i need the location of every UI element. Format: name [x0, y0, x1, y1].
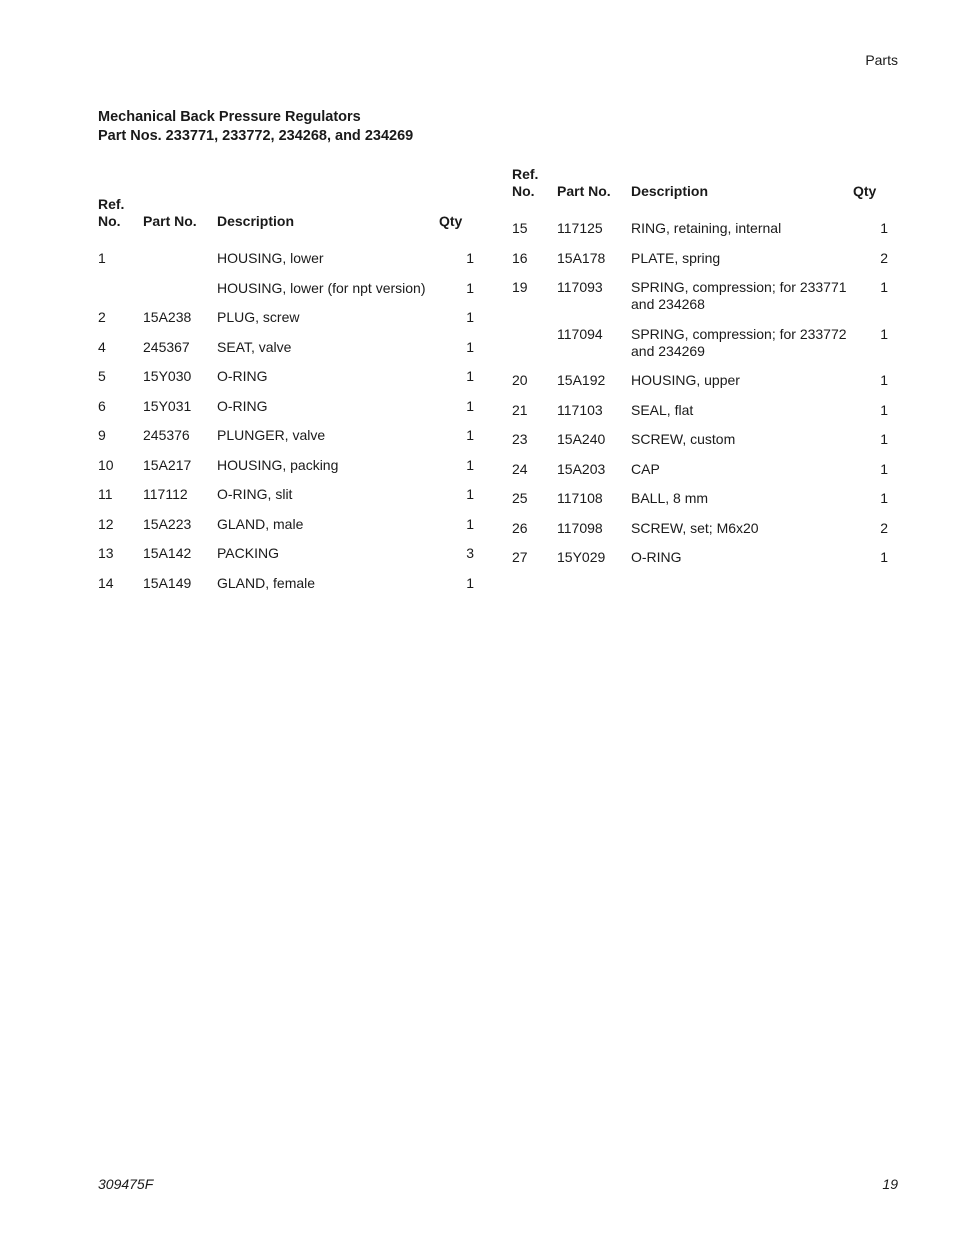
title-line-1: Mechanical Back Pressure Regulators	[98, 109, 361, 125]
description-cell: PACKING	[217, 545, 279, 561]
ref-no-header-text: Ref. No.	[98, 196, 125, 229]
qty-header: Qty	[439, 213, 463, 229]
description-cell: O-RING	[631, 549, 682, 565]
ref-no-cell: 24	[512, 460, 528, 477]
qty-cell: 1	[880, 401, 888, 418]
qty-cell: 1	[466, 456, 474, 473]
page-title	[98, 108, 413, 146]
table-row	[512, 273, 888, 320]
description-cell: PLUNGER, valve	[217, 427, 326, 443]
ref-no-cell: 11	[98, 486, 113, 502]
ref-no-cell: 12	[98, 515, 114, 532]
ref-no-cell	[98, 274, 143, 304]
ref-no-cell: 20	[512, 372, 528, 388]
qty-cell: 2	[880, 249, 888, 266]
qty-cell: 1	[466, 397, 474, 414]
description-cell: SCREW, custom	[631, 431, 736, 447]
table-row	[98, 510, 474, 540]
ref-no-cell: 2	[98, 309, 106, 325]
description-cell: GLAND, female	[217, 574, 316, 591]
table-row	[512, 543, 888, 573]
qty-cell: 1	[880, 279, 888, 295]
table-header-row	[98, 196, 474, 244]
qty-cell: 2	[880, 519, 888, 536]
part-no-cell: 15A149	[143, 574, 192, 591]
description-cell: SCREW, set; M6x20	[631, 519, 759, 536]
ref-no-cell: 19	[512, 279, 528, 295]
part-no-cell: 15A223	[143, 515, 192, 532]
description-header: Description	[217, 213, 295, 229]
table-row	[98, 392, 474, 422]
table-row	[98, 451, 474, 481]
page-number: 19	[882, 1176, 898, 1192]
qty-cell: 1	[466, 486, 474, 502]
part-no-cell: 117108	[557, 490, 603, 506]
part-no-cell: 117103	[557, 401, 603, 418]
qty-cell: 1	[880, 220, 888, 236]
description-cell: CAP	[631, 460, 660, 477]
parts-table-left-body	[98, 244, 474, 598]
ref-no-cell: 9	[98, 427, 106, 443]
table-row	[98, 539, 474, 569]
ref-no-cell: 25	[512, 490, 528, 506]
ref-no-cell: 26	[512, 519, 528, 536]
description-cell: SPRING, compression; for 233771 and 234268	[631, 279, 847, 312]
description-cell: HOUSING, packing	[217, 456, 339, 473]
description-cell: HOUSING, lower	[217, 250, 324, 266]
qty-header: Qty	[853, 183, 877, 199]
table-row	[98, 303, 474, 333]
section-label: Parts	[865, 52, 898, 68]
qty-cell: 1	[880, 460, 888, 477]
table-row	[512, 425, 888, 455]
part-no-cell: 245376	[143, 427, 190, 443]
part-no-header: Part No.	[143, 213, 197, 229]
part-no-cell: 117125	[557, 220, 603, 236]
ref-no-cell: 23	[512, 431, 528, 447]
description-cell: HOUSING, upper	[631, 372, 740, 388]
description-cell: O-RING, slit	[217, 486, 293, 502]
ref-no-cell: 6	[98, 397, 106, 414]
part-no-cell: 15A142	[143, 545, 192, 561]
ref-no-cell: 15	[512, 220, 528, 236]
ref-no-header	[98, 196, 143, 244]
table-row	[512, 514, 888, 544]
table-row	[98, 362, 474, 392]
table-row	[98, 480, 474, 510]
parts-table-left	[98, 196, 474, 598]
table-row	[512, 455, 888, 485]
table-row	[512, 366, 888, 396]
ref-no-header	[512, 166, 557, 214]
part-no-header: Part No.	[557, 183, 611, 199]
part-no-cell: 117112	[143, 486, 188, 502]
qty-cell: 1	[466, 279, 474, 296]
qty-cell: 1	[880, 431, 888, 447]
ref-no-cell	[512, 320, 557, 367]
description-cell: O-RING	[217, 368, 268, 384]
description-cell: SEAT, valve	[217, 338, 292, 355]
part-no-cell: 117094	[557, 325, 603, 342]
description-cell: GLAND, male	[217, 515, 304, 532]
qty-cell: 1	[466, 574, 474, 591]
ref-no-cell: 10	[98, 456, 114, 473]
description-cell: O-RING	[217, 397, 268, 414]
table-header-row	[512, 166, 888, 214]
ref-no-cell: 14	[98, 574, 114, 591]
qty-cell: 1	[466, 427, 474, 443]
part-no-cell: 15A178	[557, 249, 606, 266]
description-cell: PLATE, spring	[631, 249, 721, 266]
qty-cell: 1	[880, 549, 888, 565]
part-no-cell	[143, 244, 217, 274]
qty-cell: 1	[466, 309, 474, 325]
qty-cell: 1	[466, 368, 474, 384]
qty-cell: 3	[466, 545, 474, 561]
table-row	[512, 214, 888, 244]
parts-table-right	[512, 166, 888, 573]
ref-no-cell: 16	[512, 249, 528, 266]
description-cell: BALL, 8 mm	[631, 490, 709, 506]
description-cell: SPRING, compression; for 233772 and 234269	[631, 325, 847, 359]
part-no-cell: 15Y030	[143, 368, 192, 384]
table-row	[98, 244, 474, 274]
part-no-cell: 15A192	[557, 372, 606, 388]
part-no-cell: 117093	[557, 279, 603, 295]
qty-cell: 1	[466, 338, 474, 355]
title-line-2: Part Nos. 233771, 233772, 234268, and 234269	[98, 128, 414, 144]
ref-no-cell: 5	[98, 368, 106, 384]
part-no-cell: 15Y029	[557, 549, 606, 565]
part-no-cell: 245367	[143, 338, 190, 355]
description-header: Description	[631, 183, 709, 199]
part-no-cell: 15A240	[557, 431, 606, 447]
qty-cell: 1	[880, 372, 888, 388]
table-row	[98, 333, 474, 363]
description-cell: HOUSING, lower (for npt version)	[217, 279, 426, 296]
qty-cell: 1	[466, 515, 474, 532]
table-row	[512, 484, 888, 514]
table-row	[98, 569, 474, 599]
ref-no-cell: 1	[98, 250, 106, 266]
part-no-cell: 15A203	[557, 460, 606, 477]
qty-cell: 1	[880, 490, 888, 506]
part-no-cell: 15A217	[143, 456, 192, 473]
ref-no-cell: 13	[98, 545, 114, 561]
part-no-cell: 15A238	[143, 309, 192, 325]
part-no-cell	[143, 274, 217, 304]
table-row	[512, 244, 888, 274]
part-no-cell: 15Y031	[143, 397, 192, 414]
qty-cell: 1	[466, 250, 474, 266]
parts-table-right-body	[512, 214, 888, 573]
table-row	[512, 396, 888, 426]
table-row	[98, 421, 474, 451]
table-row	[512, 320, 888, 367]
table-row	[98, 274, 474, 304]
qty-cell: 1	[880, 325, 888, 342]
ref-no-header-text: Ref. No.	[512, 166, 539, 199]
ref-no-cell: 4	[98, 338, 106, 355]
description-cell: SEAL, flat	[631, 401, 694, 418]
document-number: 309475F	[98, 1176, 154, 1192]
ref-no-cell: 21	[512, 401, 528, 418]
ref-no-cell: 27	[512, 549, 528, 565]
description-cell: PLUG, screw	[217, 309, 300, 325]
description-cell: RING, retaining, internal	[631, 220, 782, 236]
part-no-cell: 117098	[557, 519, 603, 536]
